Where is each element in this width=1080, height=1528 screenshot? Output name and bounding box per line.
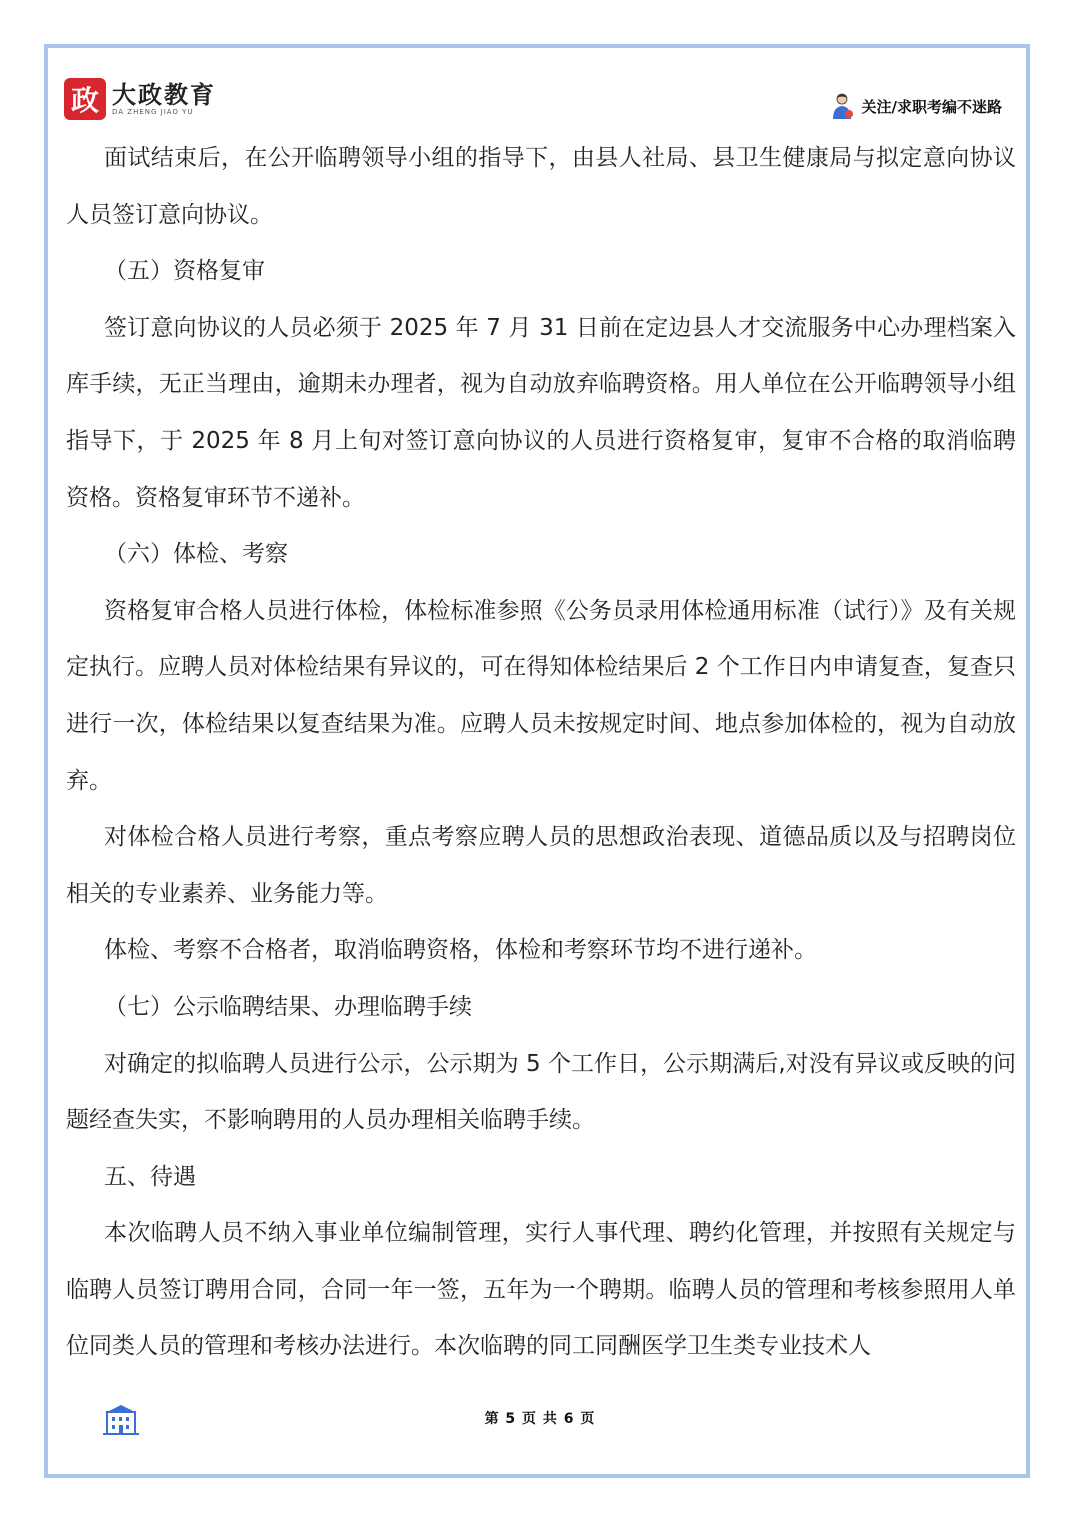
section-heading: （七）公示临聘结果、办理临聘手续 — [104, 993, 472, 1020]
paragraph: 面试结束后，在公开临聘领导小组的指导下，由县人社局、县卫生健康局与拟定意向协议人员签订意向协议。 — [66, 145, 1016, 228]
section-heading: 五、待遇 — [104, 1163, 196, 1190]
logo-mark: 政 — [64, 78, 106, 120]
section-heading: （六）体检、考察 — [104, 541, 288, 568]
paragraph: 资格复审合格人员进行体检，体检标准参照《公务员录用体检通用标准（试行）》及有关规定执行。应聘人员对体检结果有异议的，可在得知体检结果后 2 个工作日内申请复查，复查只进行一次，体检结果以复查结果为准。应聘人员未按规定时间、地点参加体检的，视为自动放弃。 — [66, 597, 1016, 794]
paragraph: 对体检合格人员进行考察，重点考察应聘人员的思想政治表现、道德品质以及与招聘岗位相关的专业素养、业务能力等。 — [66, 824, 1016, 907]
follow-text: 关注/求职考编不迷路 — [861, 97, 1002, 116]
logo — [64, 78, 216, 120]
logo-text — [112, 79, 216, 117]
section-heading: （五）资格复审 — [104, 258, 265, 285]
document-body — [66, 130, 1016, 1375]
paragraph: 本次临聘人员不纳入事业单位编制管理，实行人事代理、聘约化管理，并按照有关规定与临聘人员签订聘用合同，合同一年一签，五年为一个聘期。临聘人员的管理和考核参照用人单位同类人员的管理和考核办法进行。本次临聘的同工同酬医学卫生类专业技术人 — [66, 1220, 1016, 1360]
follow-banner — [830, 92, 1002, 120]
logo-pinyin: DA ZHENG JIAO YU — [112, 107, 194, 116]
logo-name: 大政教育 — [112, 79, 216, 109]
page-number: 第 5 页 共 6 页 — [484, 1411, 596, 1427]
paragraph: 对确定的拟临聘人员进行公示，公示期为 5 个工作日，公示期满后,对没有异议或反映的问题经查失实，不影响聘用的人员办理相关临聘手续。 — [66, 1050, 1016, 1134]
paragraph: 签订意向协议的人员必须于 2025 年 7 月 31 日前在定边县人才交流服务中心办理档案入库手续，无正当理由，逾期未办理者，视为自动放弃临聘资格。用人单位在公开临聘领导小组指导下，于 2025 年 8 月上旬对签订意向协议的人员进行资格复审，复审不合格的取消临聘资格。资格复审环节不递补。 — [66, 314, 1016, 511]
person-icon — [830, 92, 854, 120]
paragraph: 体检、考察不合格者，取消临聘资格，体检和考察环节均不进行递补。 — [104, 937, 817, 964]
